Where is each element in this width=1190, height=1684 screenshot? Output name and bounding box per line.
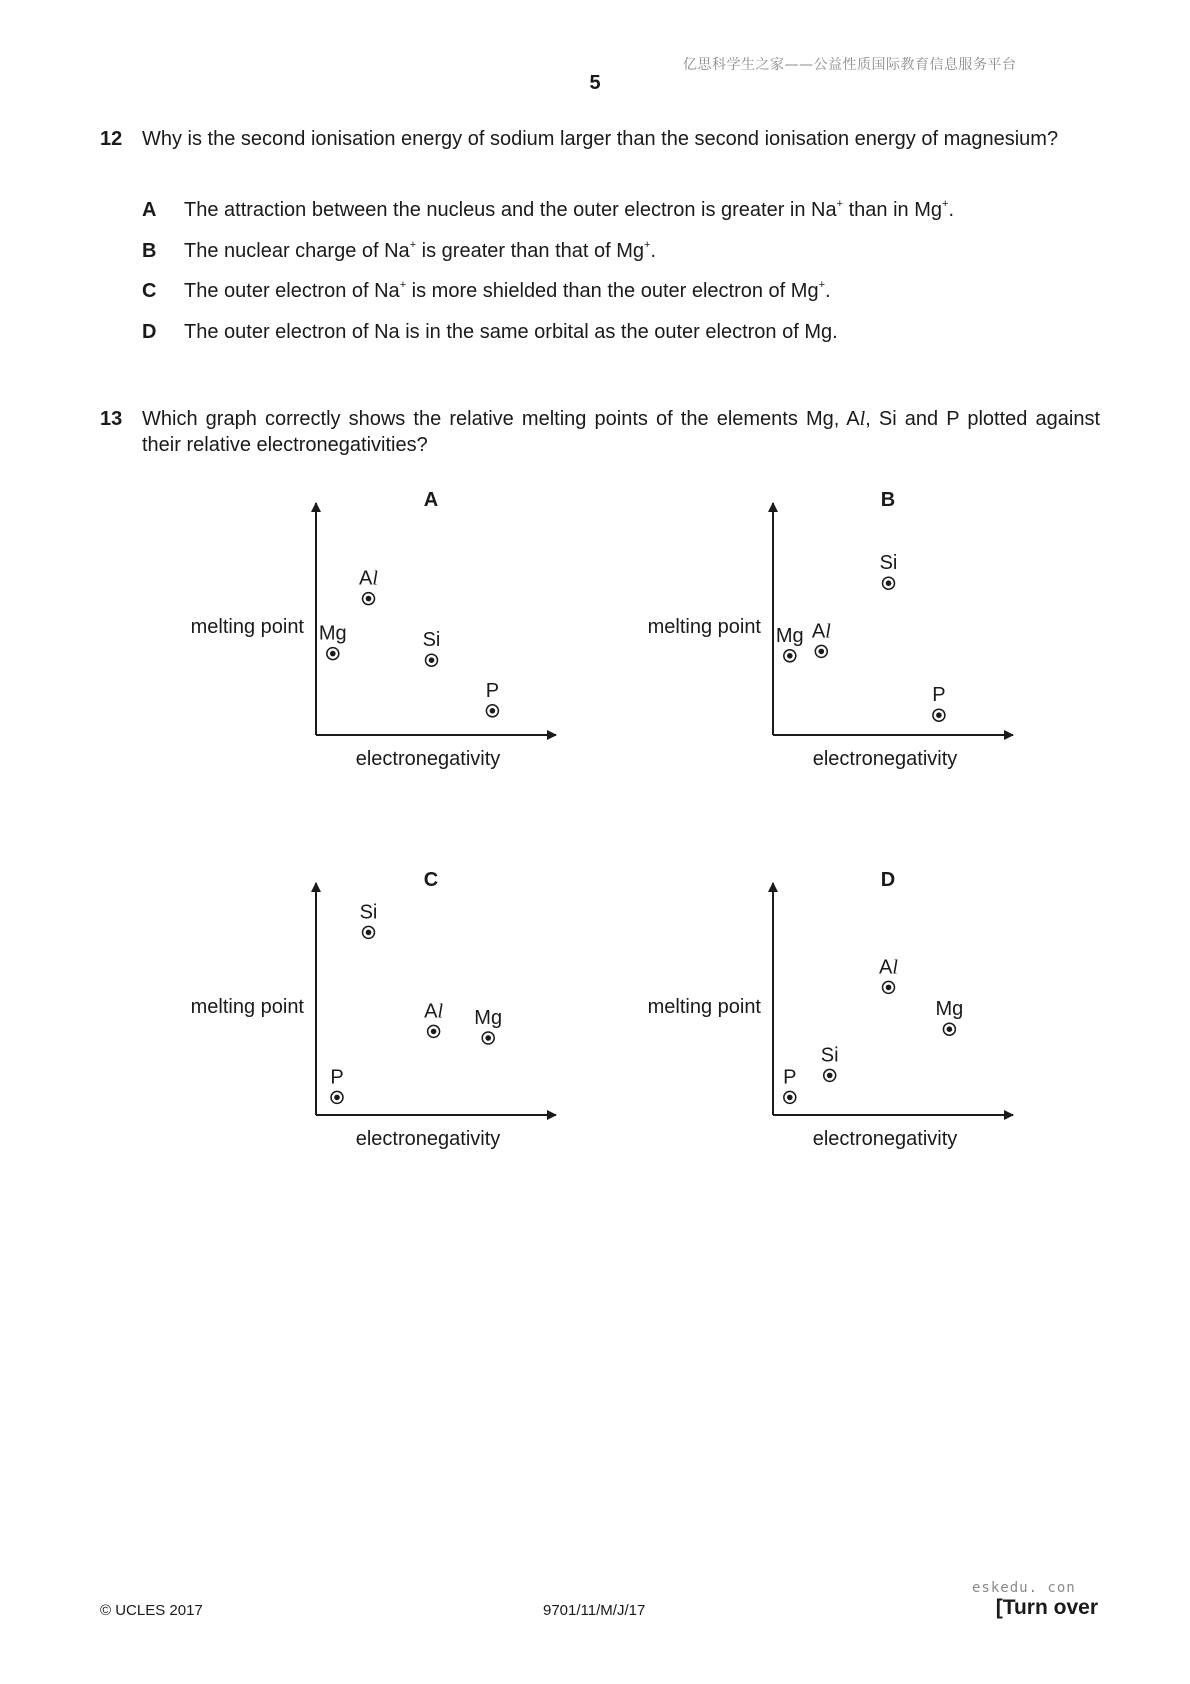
point-label: Mg: [318, 622, 347, 645]
option-text: The outer electron of Na: [184, 280, 400, 302]
y-axis-label: melting point: [647, 616, 761, 638]
page-number: 5: [589, 72, 601, 94]
data-point: [947, 1026, 953, 1032]
turn-over: [Turn over: [995, 1596, 1098, 1619]
data-point: [819, 649, 825, 655]
point-label: Si: [879, 552, 898, 575]
superscript: +: [644, 239, 651, 251]
superscript: +: [409, 239, 417, 251]
stem-text: , Si and P plotted against their relative electronegativities?: [142, 408, 1101, 456]
point-label: Si: [422, 629, 441, 652]
superscript: +: [818, 279, 826, 291]
x-axis-label: electronegativity: [812, 748, 958, 770]
option-text: than in Mg: [843, 199, 943, 221]
stem-text: Which graph correctly shows the relative melting points of the elements Mg, A: [142, 408, 860, 430]
superscript: +: [942, 198, 949, 210]
x-axis-label: electronegativity: [355, 748, 501, 770]
question-number: 12: [100, 128, 123, 150]
data-point: [787, 1095, 793, 1101]
stem-italic-l: l: [859, 408, 866, 430]
point-label: Si: [359, 901, 378, 924]
option-text: The attraction between the nucleus and the outer electron is greater in Na: [184, 199, 837, 221]
option-text: .: [650, 240, 657, 262]
data-point: [334, 1095, 340, 1101]
data-point: [485, 1035, 491, 1041]
x-axis-label: electronegativity: [812, 1128, 958, 1150]
data-point: [366, 596, 372, 602]
point-label: Al: [359, 567, 378, 590]
data-point: [366, 930, 372, 936]
point-label: Al: [424, 1000, 444, 1023]
y-axis-label: melting point: [190, 996, 304, 1018]
y-axis-label: melting point: [190, 616, 304, 638]
data-point: [431, 1029, 437, 1035]
data-point: [330, 651, 336, 657]
data-point: [886, 580, 892, 586]
graph-a: [191, 489, 556, 770]
option-text: The nuclear charge of Na: [184, 240, 410, 262]
header-watermark: 亿思科学生之家——公益性质国际教育信息服务平台: [683, 57, 1017, 73]
graph-d: [648, 869, 1013, 1150]
option-text: .: [948, 199, 955, 221]
question-stem: Why is the second ionisation energy of sodium larger than the second ionisation energy of magnesium?: [142, 128, 1059, 150]
data-point: [429, 657, 435, 663]
paper-code: 9701/11/M/J/17: [543, 1602, 646, 1619]
graph-title: C: [423, 869, 439, 891]
data-point: [936, 712, 942, 718]
graph-title: B: [880, 489, 896, 511]
graph-title: D: [880, 869, 896, 891]
point-label: P: [330, 1066, 344, 1089]
data-point: [490, 708, 496, 714]
superscript: +: [399, 279, 407, 291]
question-number: 13: [100, 408, 123, 430]
option-letter: D: [142, 321, 157, 343]
graph-title: A: [423, 489, 439, 511]
superscript: +: [836, 198, 844, 210]
footer-watermark: eskedu. con: [972, 1580, 1076, 1596]
y-axis-label: melting point: [647, 996, 761, 1018]
point-label: P: [783, 1066, 797, 1089]
point-label: Si: [820, 1044, 839, 1067]
point-label: Mg: [474, 1007, 503, 1029]
data-point: [886, 985, 892, 991]
point-label: Mg: [935, 998, 964, 1021]
option-text: .: [825, 280, 831, 302]
point-label: P: [485, 679, 500, 702]
option-letter: A: [142, 199, 157, 221]
graph-c: [191, 869, 556, 1150]
option-letter: C: [142, 280, 157, 302]
x-axis-label: electronegativity: [355, 1128, 501, 1150]
option-text: is more shielded than the outer electron of Mg: [406, 280, 819, 302]
data-point: [827, 1073, 833, 1079]
graph-b: [648, 489, 1013, 770]
point-label: Al: [879, 956, 898, 979]
data-point: [787, 653, 793, 659]
point-label: Al: [811, 620, 831, 643]
point-label: P: [932, 684, 946, 707]
option-text: The outer electron of Na is in the same orbital as the outer electron of Mg.: [184, 321, 838, 343]
option-letter: B: [142, 240, 157, 262]
option-text: is greater than that of Mg: [416, 240, 645, 262]
point-label: Mg: [775, 624, 804, 647]
copyright: © UCLES 2017: [100, 1602, 203, 1619]
